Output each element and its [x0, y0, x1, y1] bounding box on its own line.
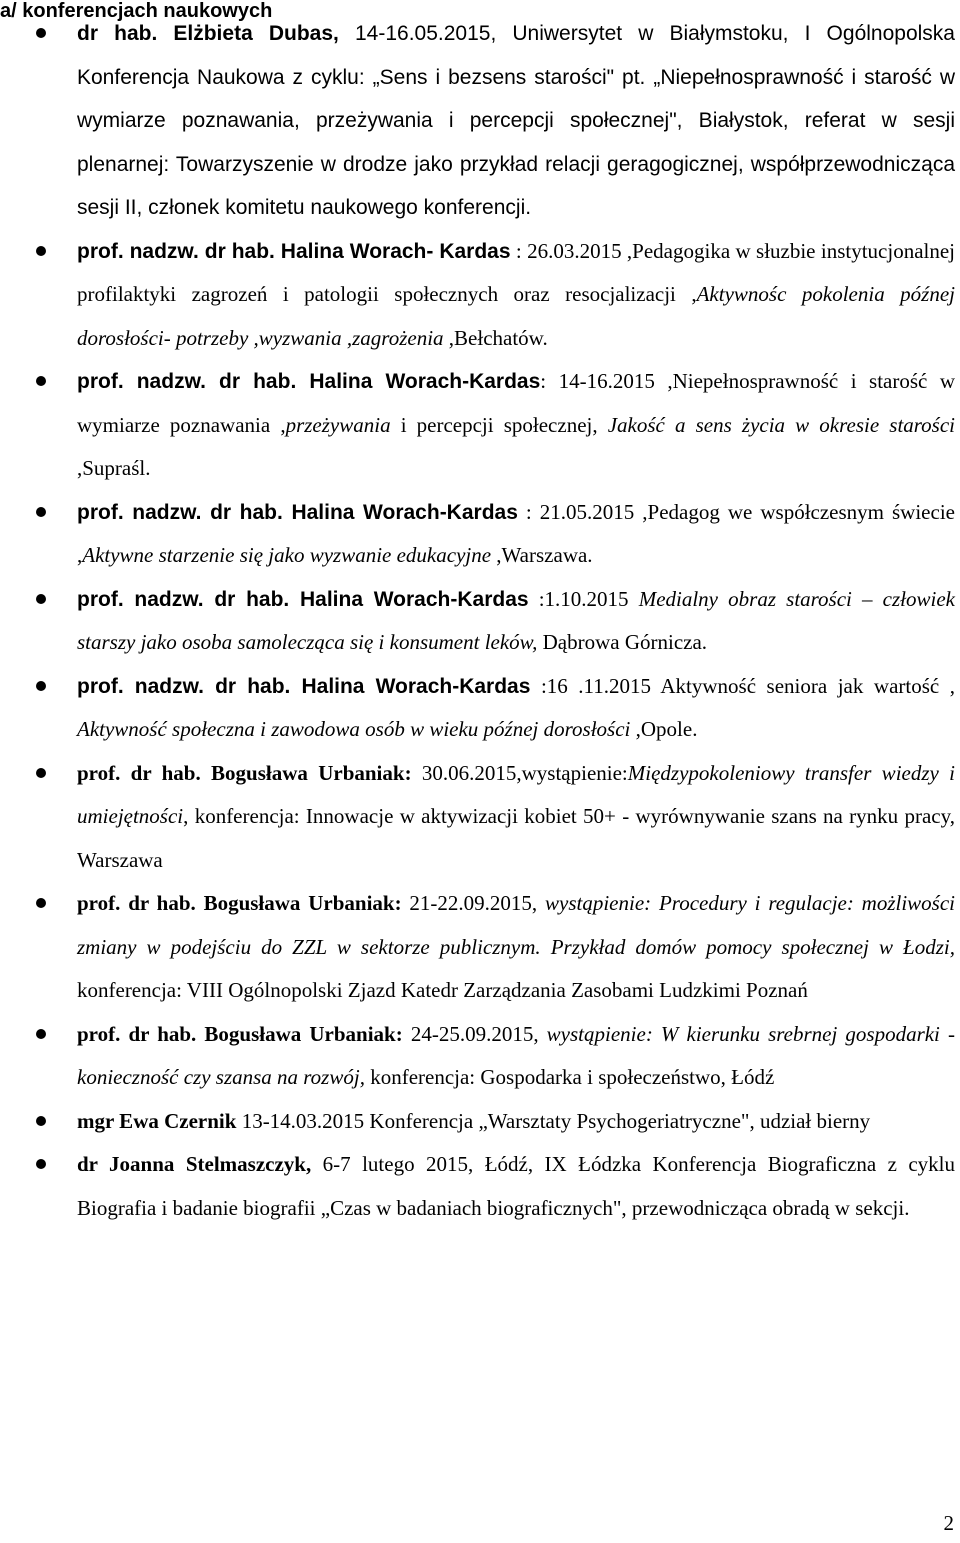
entry-text: i percepcji społecznej,	[390, 412, 608, 437]
bullet-icon	[36, 28, 46, 38]
bullet-icon	[36, 768, 46, 778]
bullet-icon	[36, 1159, 46, 1169]
entry-author: prof. nadzw. dr hab. Halina Worach- Kardas	[77, 239, 511, 263]
bullet-icon	[36, 507, 46, 517]
entry-text: ,Supraśl.	[77, 456, 151, 480]
entry-text: 21-22.09.2015,	[401, 891, 546, 915]
list-item	[0, 1013, 955, 1100]
entry-text: 30.06.2015,wystąpienie:	[411, 760, 628, 785]
entry-author: mgr Ewa Czernik	[77, 1108, 237, 1133]
entry-text: :1.10.2015	[528, 586, 639, 611]
entry-text: 6-7 lutego 2015, Łódź, IX Łódzka Konferencja Biograficzna z cyklu Biografia i badanie biografii „Czas w badaniach biograficznych", przewodnicząca obradą w sekcji.	[77, 1152, 955, 1220]
entry-title: Aktywnośc pokolenia późnej dorosłości- potrzeby ,wyzwania ,zagrożenia	[77, 282, 955, 350]
entry-title: Aktywne starzenie się jako wyzwanie edukacyjne	[82, 543, 492, 567]
entry-title: Medialny obraz starości – człowiek starszy jako osoba samolecząca się i konsument leków,	[77, 586, 955, 654]
conference-list	[0, 12, 955, 1230]
entry-title: przeżywania	[285, 412, 391, 437]
entry-author: prof. nadzw. dr hab. Halina Worach-Kardas	[77, 500, 518, 524]
list-item	[0, 1143, 955, 1230]
bullet-icon	[36, 246, 46, 256]
list-item	[0, 230, 955, 361]
list-item	[0, 1100, 955, 1144]
bullet-icon	[36, 898, 46, 908]
entry-text: ,Opole.	[630, 717, 698, 741]
entry-author: dr Joanna Stelmaszczyk,	[77, 1152, 312, 1176]
entry-title: wystąpienie: Procedury i regulacje: możliwości zmiany w podejściu do ZZL w sektorze publicznym. Przykład domów pomocy społecznej w Łodzi,	[77, 891, 956, 959]
entry-author: prof. nadzw. dr hab. Halina Worach-Kardas	[77, 674, 531, 698]
entry-author: prof. nadzw. dr hab. Halina Worach-Kardas	[77, 587, 529, 611]
entry-title: wystąpienie: W kierunku srebrnej gospodarki - konieczność czy szansa na rozwój,	[77, 1021, 955, 1089]
entry-author: dr hab. Elżbieta Dubas,	[77, 22, 355, 45]
entry-text: : 21.05.2015 ,Pedagog we współczesnym świecie ,	[77, 499, 955, 567]
entry-text: , konferencja: Innowacje w aktywizacji kobiet 50+ - wyrównywanie szans na rynku pracy, Warszawa	[77, 804, 955, 872]
entry-author: prof. dr hab. Bogusława Urbaniak:	[77, 891, 402, 915]
list-item	[0, 491, 955, 578]
entry-author: prof. dr hab. Bogusława Urbaniak:	[77, 1021, 403, 1046]
list-item	[0, 12, 955, 230]
entry-text: 13-14.03.2015 Konferencja „Warsztaty Psychogeriatryczne", udział bierny	[236, 1108, 871, 1133]
entry-text: ,Bełchatów.	[443, 325, 548, 350]
entry-title: Międzypokoleniowy transfer wiedzy i umiejętności	[77, 760, 955, 828]
entry-text: 14-16.05.2015, Uniwersytet w Białymstoku, I Ogólnopolska Konferencja Naukowa z cyklu: „Sens i bezsens starości" pt. „Niepełnosprawność i starość w wymiarze poznawania, przeżywania i percepcji społecznej", Białystok, referat w sesji plenarnej: Towarzyszenie w drodze jako przykład relacji geragogicznej, współprzewodnicząca sesji II, członek komitetu naukowego konferencji.	[77, 22, 955, 219]
list-item	[0, 882, 955, 1013]
entry-text: ,Warszawa.	[491, 543, 593, 567]
bullet-icon	[36, 681, 46, 691]
bullet-icon	[36, 594, 46, 604]
page-number: 2	[943, 1511, 954, 1535]
bullet-icon	[36, 376, 46, 386]
entry-title: Jakość a sens życia w okresie starości	[607, 412, 956, 437]
list-item	[0, 665, 955, 752]
list-item	[0, 360, 955, 491]
entry-text: konferencja: Gospodarka i społeczeństwo, Łódź	[364, 1065, 775, 1089]
entry-text: 24-25.09.2015,	[402, 1021, 547, 1046]
entry-text: : 14-16.2015 ,Niepełnosprawność i starość w wymiarze poznawania ,	[77, 369, 955, 437]
entry-author: prof. nadzw. dr hab. Halina Worach-Kardas	[77, 370, 541, 393]
entry-text: :16 .11.2015 Aktywność seniora jak wartość ,	[530, 673, 955, 698]
entry-title: Aktywność społeczna i zawodowa osób w wieku późnej dorosłości	[77, 717, 631, 741]
entry-text: Dąbrowa Górnicza.	[537, 630, 708, 654]
entry-text: : 26.03.2015 ,Pedagogika w słuzbie instytucjonalnej profilaktyki zagrozeń i patologii społecznych oraz resocjalizacji ,	[77, 238, 955, 306]
list-item	[0, 578, 955, 665]
entry-author: prof. dr hab. Bogusława Urbaniak:	[77, 760, 412, 785]
entry-text: konferencja: VIII Ogólnopolski Zjazd Katedr Zarządzania Zasobami Ludzkimi Poznań	[77, 978, 808, 1002]
list-item	[0, 752, 955, 883]
section-heading: a/ konferencjach naukowych	[0, 0, 273, 22]
bullet-icon	[36, 1116, 46, 1126]
bullet-icon	[36, 1029, 46, 1039]
